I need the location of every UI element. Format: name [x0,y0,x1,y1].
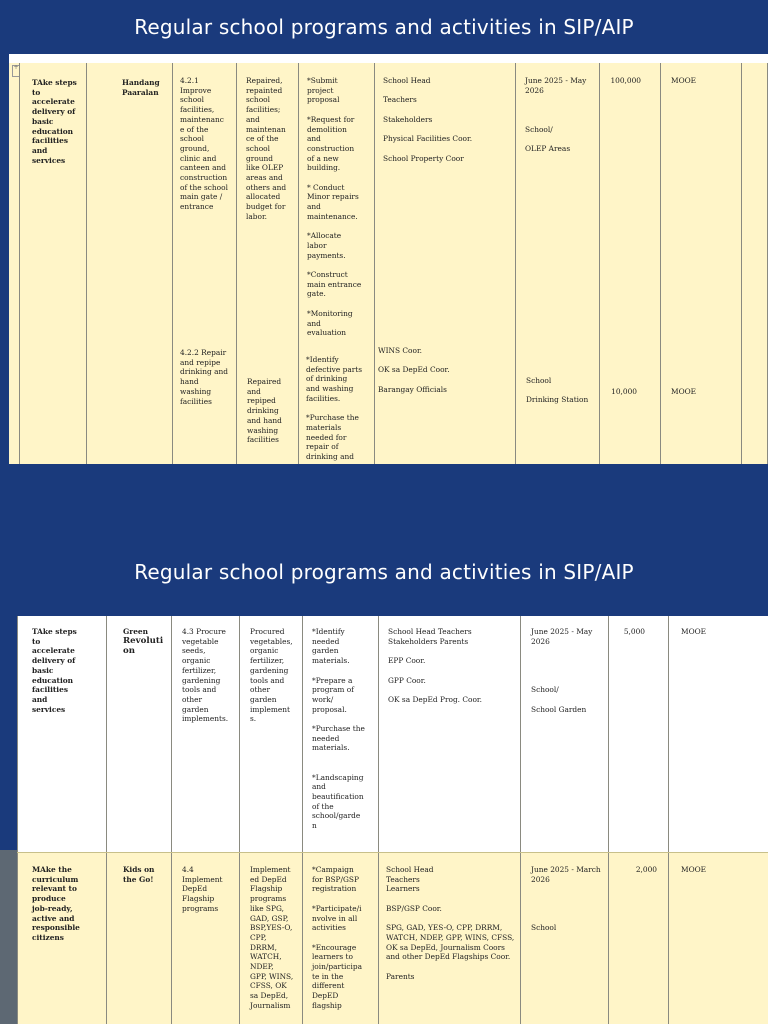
aip-table-3 [17,852,768,1024]
output-text-b: Repaired and repiped drinking and hand washing facilities [247,377,282,445]
amount-text: 2,000 [635,865,657,874]
output-text-a: Repaired, repainted school facilities; and maintenan ce of the school ground like OLEP areas and others and allocated budget for labor. [246,76,287,221]
timeline-text: June 2025 - May 2026 School/ School Garden [531,627,593,714]
table-top-margin [9,54,768,63]
output-text: Implement ed DepEd Flagship programs like SPG, GAD, GSP, BSP,YES-O, CPP, DRRM, WATCH, NDEP, GPP, WINS, CFSS, OK sa DepEd, Journalism [250,865,294,1010]
aip-table-1 [9,54,768,464]
timeline-text: June 2025 - March 2026 School [531,865,601,933]
output-text: Procured vegetables, organic fertilizer, gardening tools and other garden implement s. [250,627,293,724]
source-cell [660,63,741,464]
tasks-text: *Campaign for BSP/GSP registration *Participate/i nvolve in all activities *Encourage learners to join/participa te in the different DepED flagship [312,865,362,1010]
amount-cell [608,616,668,852]
timeline-text-a: June 2025 - May 2026 School/ OLEP Areas [525,76,587,153]
persons-text-b: WINS Coor. OK sa DepEd Coor. Barangay Officials [378,346,450,394]
source-text: MOOE [681,627,707,636]
program-cell [86,63,172,464]
activity-text: 4.4 Implement DepEd Flagship programs [182,865,223,913]
persons-text: School Head Teachers Stakeholders Parents EPP Coor. GPP Coor. OK sa DepEd Prog. Coor. [388,627,482,704]
amount-text-a: 100,000 [610,76,641,85]
amount-cell [608,853,668,1024]
persons-text: School Head Teachers Learners BSP/GSP Coor. SPG, GAD, YES-O, CPP, DRRM, WATCH, NDEP, GPP, WINS, CFSS, OK sa DepEd, Journalism Coors and other DepEd Flagships Coor. Parents [386,865,515,981]
amount-text-b: 10,000 [611,387,637,396]
objective-text: TAke steps to accelerate delivery of basic education facilities and services [32,627,77,714]
amount-text: 5,000 [623,627,645,636]
persons-text-a: School Head Teachers Stakeholders Physical Facilities Coor. School Property Coor [383,76,473,163]
tasks-text-a: *Submit project proposal *Request for demolition and construction of a new building. * Conduct Minor repairs and maintenance. *Allocate labor payments. *Construct main entrance gate. *Monitoring and evaluation [307,76,362,338]
activity-text-b: 4.2.2 Repair and repipe drinking and hand washing facilities [180,348,228,406]
objective-text: MAke the curriculum relevant to produce job-ready, active and responsible citizens [32,865,80,942]
program-text-b: Revoluti on [123,636,164,656]
source-cell [668,616,768,852]
tasks-text: *Identify needed garden materials. *Prepare a program of work/ proposal. *Purchase the needed materials. *Landscaping and beautification of the school/garde n [312,627,365,831]
source-text-b: MOOE [671,387,697,396]
table-move-handle-icon[interactable]: + [12,65,20,77]
program-text-a: Green [123,627,148,636]
extra-cell [741,63,768,464]
program-text: Kids on the Go! [123,865,155,884]
page-background-strip [0,850,17,1024]
program-text: Handang Paaralan [122,78,160,97]
activity-text-a: 4.2.1 Improve school facilities, maintenanc e of the school ground, clinic and canteen and construction of the school main gate / entrance [180,76,228,212]
amount-cell [599,63,660,464]
section-title-top: Regular school programs and activities in SIP/AIP [134,15,634,39]
source-cell [668,853,768,1024]
source-text: MOOE [681,865,707,874]
objective-text: TAke steps to accelerate delivery of basic education facilities and services [32,78,77,165]
tasks-text-b: *Identify defective parts of drinking and washing facilities. *Purchase the materials needed for repair of drinking and [306,355,363,462]
timeline-text-b: School Drinking Station [526,376,589,405]
activity-text: 4.3 Procure vegetable seeds, organic fertilizer, gardening tools and other garden implements. [182,627,229,724]
section-title-bottom: Regular school programs and activities in SIP/AIP [134,560,634,584]
source-text-a: MOOE [671,76,697,85]
aip-table-2 [17,616,768,852]
